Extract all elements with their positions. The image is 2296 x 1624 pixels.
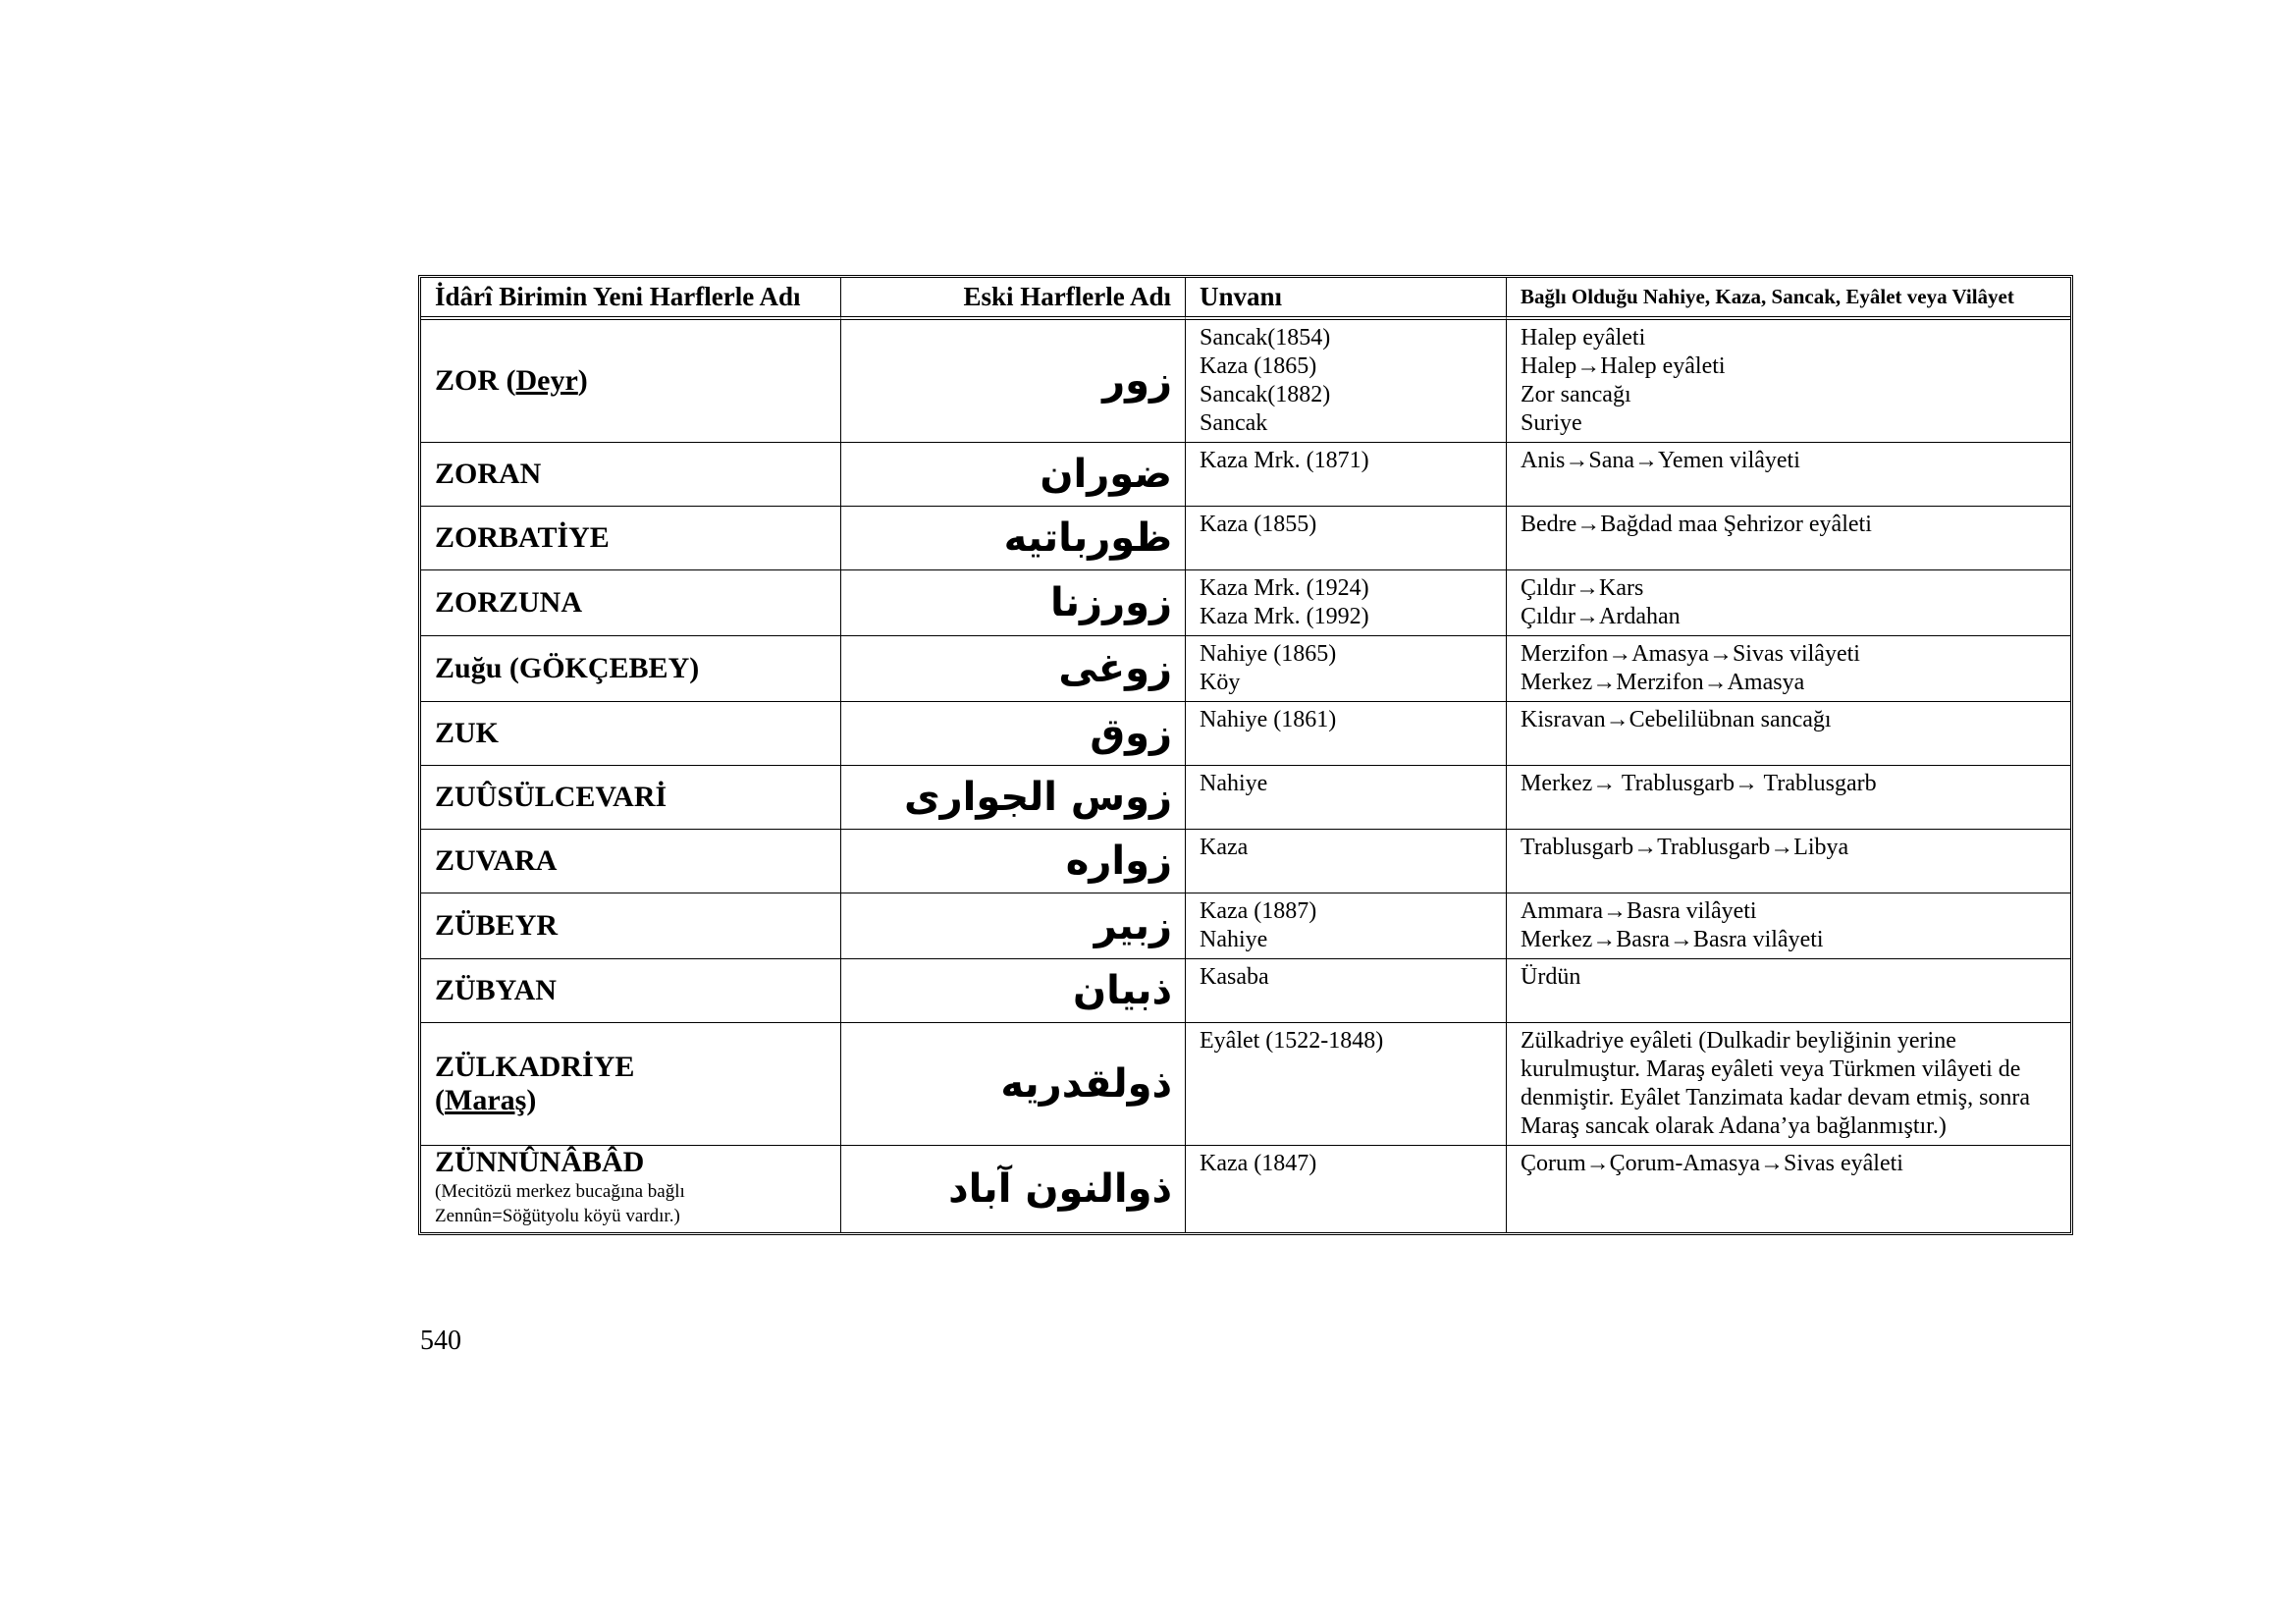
unit-affiliation: Merzifon→Amasya→Sivas vilâyeti Merkez→Merzifon→Amasya bbox=[1507, 636, 2070, 702]
table-row bbox=[421, 830, 2070, 893]
unit-affiliation: Halep eyâleti Halep→Halep eyâleti Zor sancağı Suriye bbox=[1507, 320, 2070, 443]
unit-arabic-name: زواره bbox=[841, 830, 1186, 893]
table-header-row bbox=[421, 278, 2070, 320]
unit-title: Kaza Mrk. (1871) bbox=[1186, 443, 1507, 507]
header-title: Unvanı bbox=[1186, 278, 1507, 320]
unit-arabic-name: ذبيان bbox=[841, 959, 1186, 1023]
unit-name: Zuğu (GÖKÇEBEY) bbox=[421, 636, 841, 702]
unit-arabic-name: زور bbox=[841, 320, 1186, 443]
unit-name: ZORBATİYE bbox=[421, 507, 841, 570]
unit-affiliation: Ürdün bbox=[1507, 959, 2070, 1023]
unit-name: ZORZUNA bbox=[421, 570, 841, 636]
table-row bbox=[421, 893, 2070, 959]
unit-title: Nahiye bbox=[1186, 766, 1507, 830]
unit-affiliation: Merkez→ Trablusgarb→ Trablusgarb bbox=[1507, 766, 2070, 830]
unit-arabic-name: ظورباتيه bbox=[841, 507, 1186, 570]
unit-arabic-name: ضوران bbox=[841, 443, 1186, 507]
header-old-name: Eski Harflerle Adı bbox=[841, 278, 1186, 320]
table-row bbox=[421, 443, 2070, 507]
unit-affiliation: Ammara→Basra vilâyeti Merkez→Basra→Basra vilâyeti bbox=[1507, 893, 2070, 959]
unit-arabic-name: ذوالنون آباد bbox=[841, 1146, 1186, 1232]
unit-title: Nahiye (1865) Köy bbox=[1186, 636, 1507, 702]
unit-name: ZUÛSÜLCEVARİ bbox=[421, 766, 841, 830]
unit-arabic-name: زوس الجوارى bbox=[841, 766, 1186, 830]
unit-affiliation: Bedre→Bağdad maa Şehrizor eyâleti bbox=[1507, 507, 2070, 570]
unit-title: Kaza (1887) Nahiye bbox=[1186, 893, 1507, 959]
table-row bbox=[421, 1023, 2070, 1146]
unit-name: ZUK bbox=[421, 702, 841, 766]
unit-title: Kaza Mrk. (1924) Kaza Mrk. (1992) bbox=[1186, 570, 1507, 636]
unit-name: ZÜBYAN bbox=[421, 959, 841, 1023]
unit-name: ZOR (Deyr) bbox=[421, 320, 841, 443]
gazetteer-table bbox=[421, 278, 2070, 1232]
table-row bbox=[421, 959, 2070, 1023]
table-row bbox=[421, 507, 2070, 570]
unit-affiliation: Kisravan→Cebelilübnan sancağı bbox=[1507, 702, 2070, 766]
table-row bbox=[421, 1146, 2070, 1232]
unit-title: Kasaba bbox=[1186, 959, 1507, 1023]
unit-title: Kaza (1847) bbox=[1186, 1146, 1507, 1232]
unit-title: Sancak(1854) Kaza (1865) Sancak(1882) Sancak bbox=[1186, 320, 1507, 443]
unit-affiliation: Çıldır→Kars Çıldır→Ardahan bbox=[1507, 570, 2070, 636]
unit-title: Eyâlet (1522-1848) bbox=[1186, 1023, 1507, 1146]
unit-arabic-name: زوغى bbox=[841, 636, 1186, 702]
unit-affiliation: Çorum→Çorum-Amasya→Sivas eyâleti bbox=[1521, 1151, 1903, 1176]
unit-arabic-name: زورزنا bbox=[841, 570, 1186, 636]
unit-affiliation: Zülkadriye eyâleti (Dulkadir beyliğinin yerine kurulmuştur. Maraş eyâleti veya Türkmen vilâyeti de denmiştir. Eyâlet Tanzimata kadar devam etmiş, sonra Maraş sancak olarak Adana’ya bağlanmıştır.) bbox=[1507, 1023, 2070, 1146]
unit-title: Nahiye (1861) bbox=[1186, 702, 1507, 766]
table-row bbox=[421, 636, 2070, 702]
gazetteer-table-frame bbox=[418, 275, 2073, 1235]
table-row bbox=[421, 702, 2070, 766]
unit-title: Kaza bbox=[1186, 830, 1507, 893]
unit-name: ZÜBEYR bbox=[421, 893, 841, 959]
header-affiliation: Bağlı Olduğu Nahiye, Kaza, Sancak, Eyâlet veya Vilâyet bbox=[1507, 278, 2070, 320]
unit-name: ZORAN bbox=[421, 443, 841, 507]
unit-name: ZUVARA bbox=[421, 830, 841, 893]
unit-name: ZÜNNÛNÂBÂD (Mecitözü merkez bucağına bağlı Zennûn=Söğütyolu köyü vardır.) bbox=[421, 1146, 841, 1232]
table-row bbox=[421, 766, 2070, 830]
unit-name: ZÜLKADRİYE (Maraş) bbox=[421, 1023, 841, 1146]
unit-arabic-name: زوق bbox=[841, 702, 1186, 766]
table-row bbox=[421, 320, 2070, 443]
unit-affiliation: Anis→Sana→Yemen vilâyeti bbox=[1507, 443, 2070, 507]
unit-title: Kaza (1855) bbox=[1186, 507, 1507, 570]
unit-affiliation: Trablusgarb→Trablusgarb→Libya bbox=[1507, 830, 2070, 893]
table-row bbox=[421, 570, 2070, 636]
page-number: 540 bbox=[420, 1326, 461, 1356]
unit-arabic-name: زبير bbox=[841, 893, 1186, 959]
header-new-name: İdârî Birimin Yeni Harflerle Adı bbox=[421, 278, 841, 320]
unit-arabic-name: ذولقدريه bbox=[841, 1023, 1186, 1146]
